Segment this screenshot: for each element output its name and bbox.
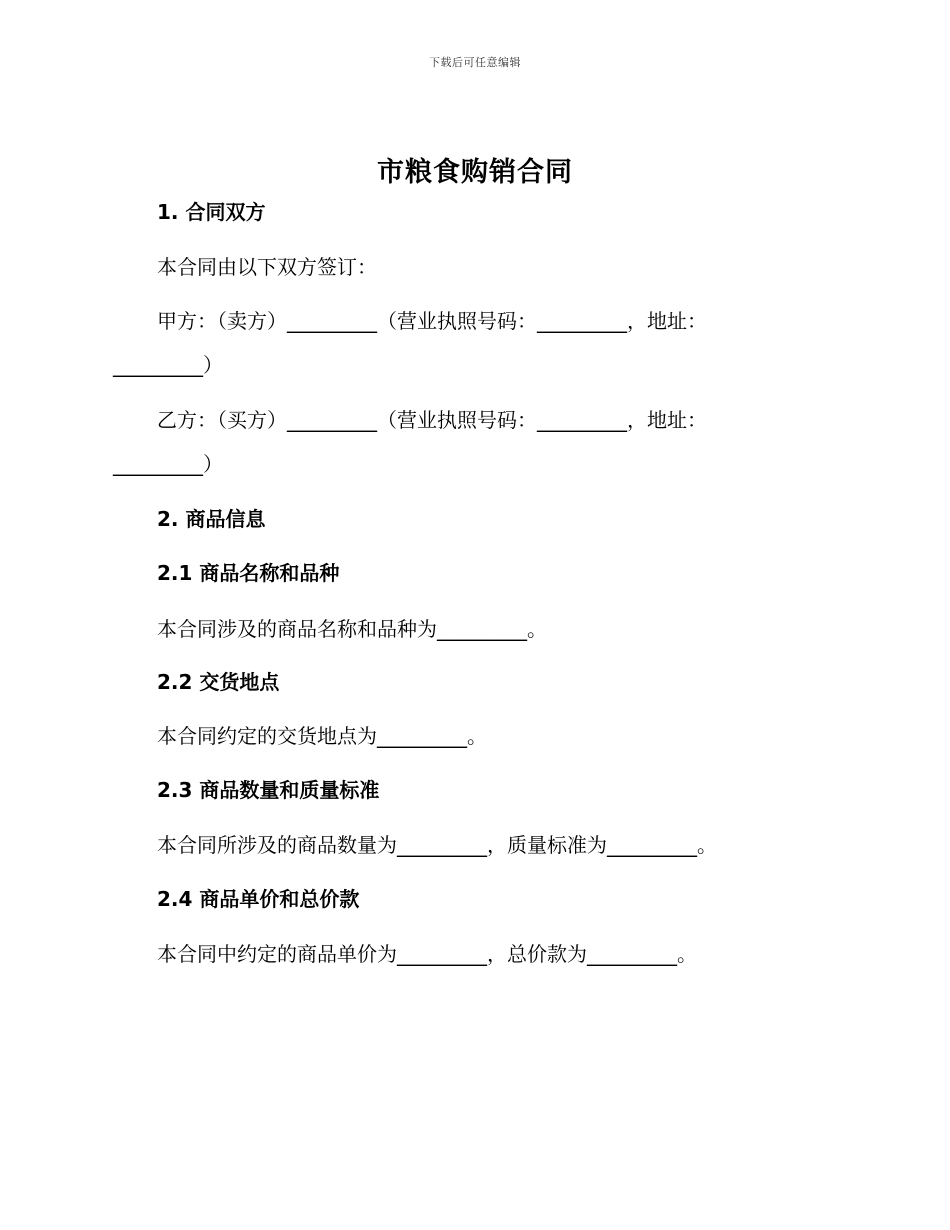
party-b-line-2: _________） <box>113 452 223 476</box>
section-1-heading: 1. 合同双方 <box>157 200 266 224</box>
section-2-3-text: 本合同所涉及的商品数量为_________，质量标准为_________。 <box>157 833 717 857</box>
section-2-1-text: 本合同涉及的商品名称和品种为_________。 <box>157 617 547 641</box>
section-1-intro: 本合同由以下双方签订： <box>157 255 377 279</box>
section-2-2-text: 本合同约定的交货地点为_________。 <box>157 724 487 748</box>
header-note: 下载后可任意编辑 <box>429 56 521 69</box>
section-2-2-heading: 2.2 交货地点 <box>157 670 280 694</box>
section-2-1-heading: 2.1 商品名称和品种 <box>157 561 340 585</box>
section-2-3-heading: 2.3 商品数量和质量标准 <box>157 778 380 802</box>
document-title: 市粮食购销合同 <box>377 157 573 188</box>
section-2-4-text: 本合同中约定的商品单价为_________，总价款为_________。 <box>157 942 697 966</box>
party-a-line-2: _________） <box>113 353 223 377</box>
party-b-line-1: 乙方：（买方）_________（营业执照号码：_________，地址： <box>157 408 707 432</box>
section-2-heading: 2. 商品信息 <box>157 507 266 531</box>
section-2-4-heading: 2.4 商品单价和总价款 <box>157 887 360 911</box>
party-a-line-1: 甲方：（卖方）_________（营业执照号码：_________，地址： <box>157 309 707 333</box>
